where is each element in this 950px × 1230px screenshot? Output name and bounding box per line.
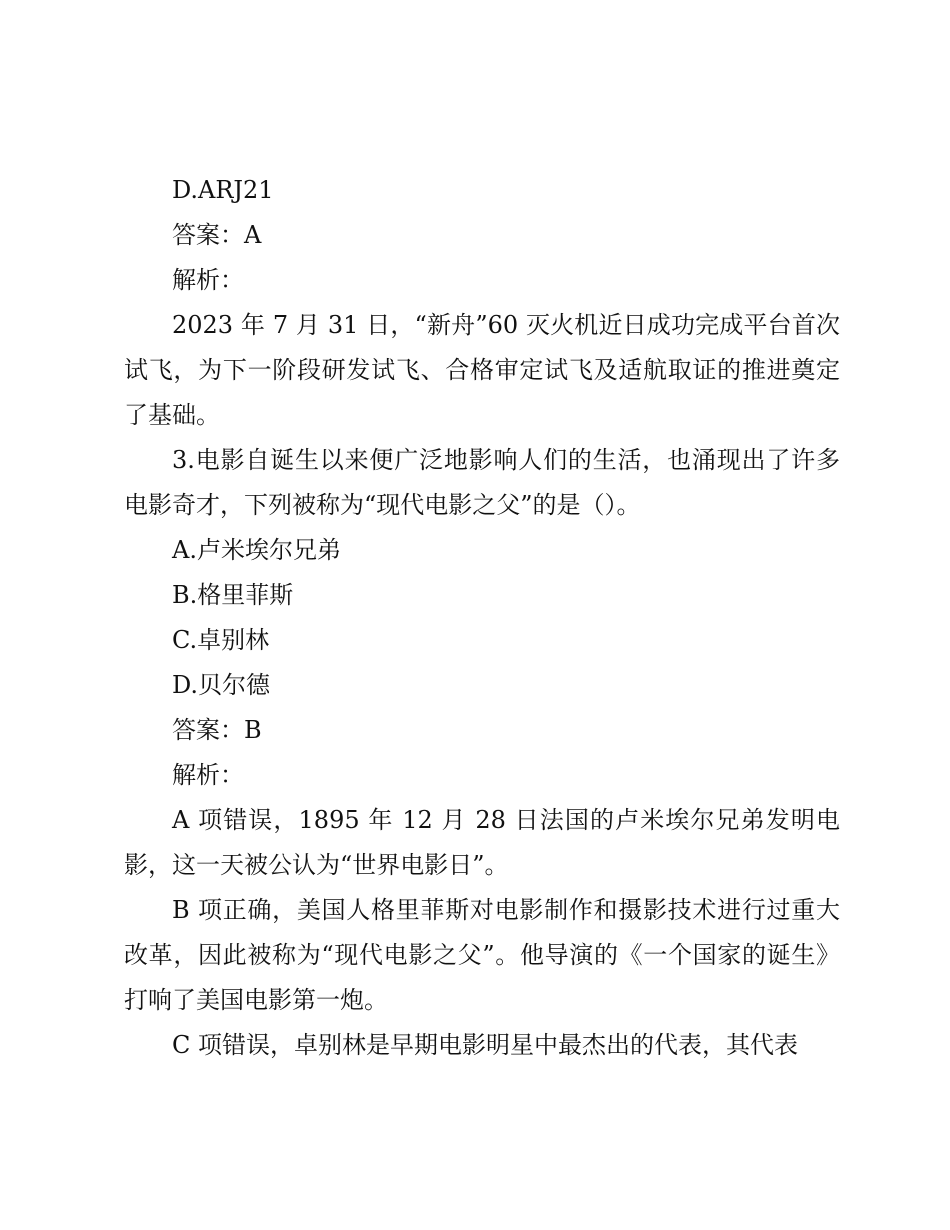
analysis-c: C 项错误，卓别林是早期电影明星中最杰出的代表，其代表 <box>172 1031 798 1059</box>
option-d-previous: D.ARJ21 <box>172 176 274 204</box>
option-d: D.贝尔德 <box>172 671 271 699</box>
option-a: A.卢米埃尔兄弟 <box>172 536 341 564</box>
question-3: 3.电影自诞生以来便广泛地影响人们的生活，也涌现出了许多电影奇才，下列被称为“现代电影之父”的是（）。 <box>124 446 840 519</box>
document-body <box>124 168 840 1068</box>
option-b: B.格里菲斯 <box>172 581 294 609</box>
option-c: C.卓别林 <box>172 626 270 654</box>
analysis-label-previous: 解析： <box>172 266 244 294</box>
answer-previous: 答案：A <box>172 221 262 249</box>
answer: 答案：B <box>172 716 262 744</box>
analysis-label: 解析： <box>172 761 244 789</box>
analysis-text-previous: 2023 年 7 月 31 日，“新舟”60 灭火机近日成功完成平台首次试飞，为下一阶段研发试飞、合格审定试飞及适航取证的推进奠定了基础。 <box>124 311 840 429</box>
analysis-a: A 项错误，1895 年 12 月 28 日法国的卢米埃尔兄弟发明电影，这一天被公认为“世界电影日”。 <box>124 806 840 879</box>
analysis-b: B 项正确，美国人格里菲斯对电影制作和摄影技术进行过重大改革，因此被称为“现代电影之父”。他导演的《一个国家的诞生》打响了美国电影第一炮。 <box>124 896 840 1014</box>
